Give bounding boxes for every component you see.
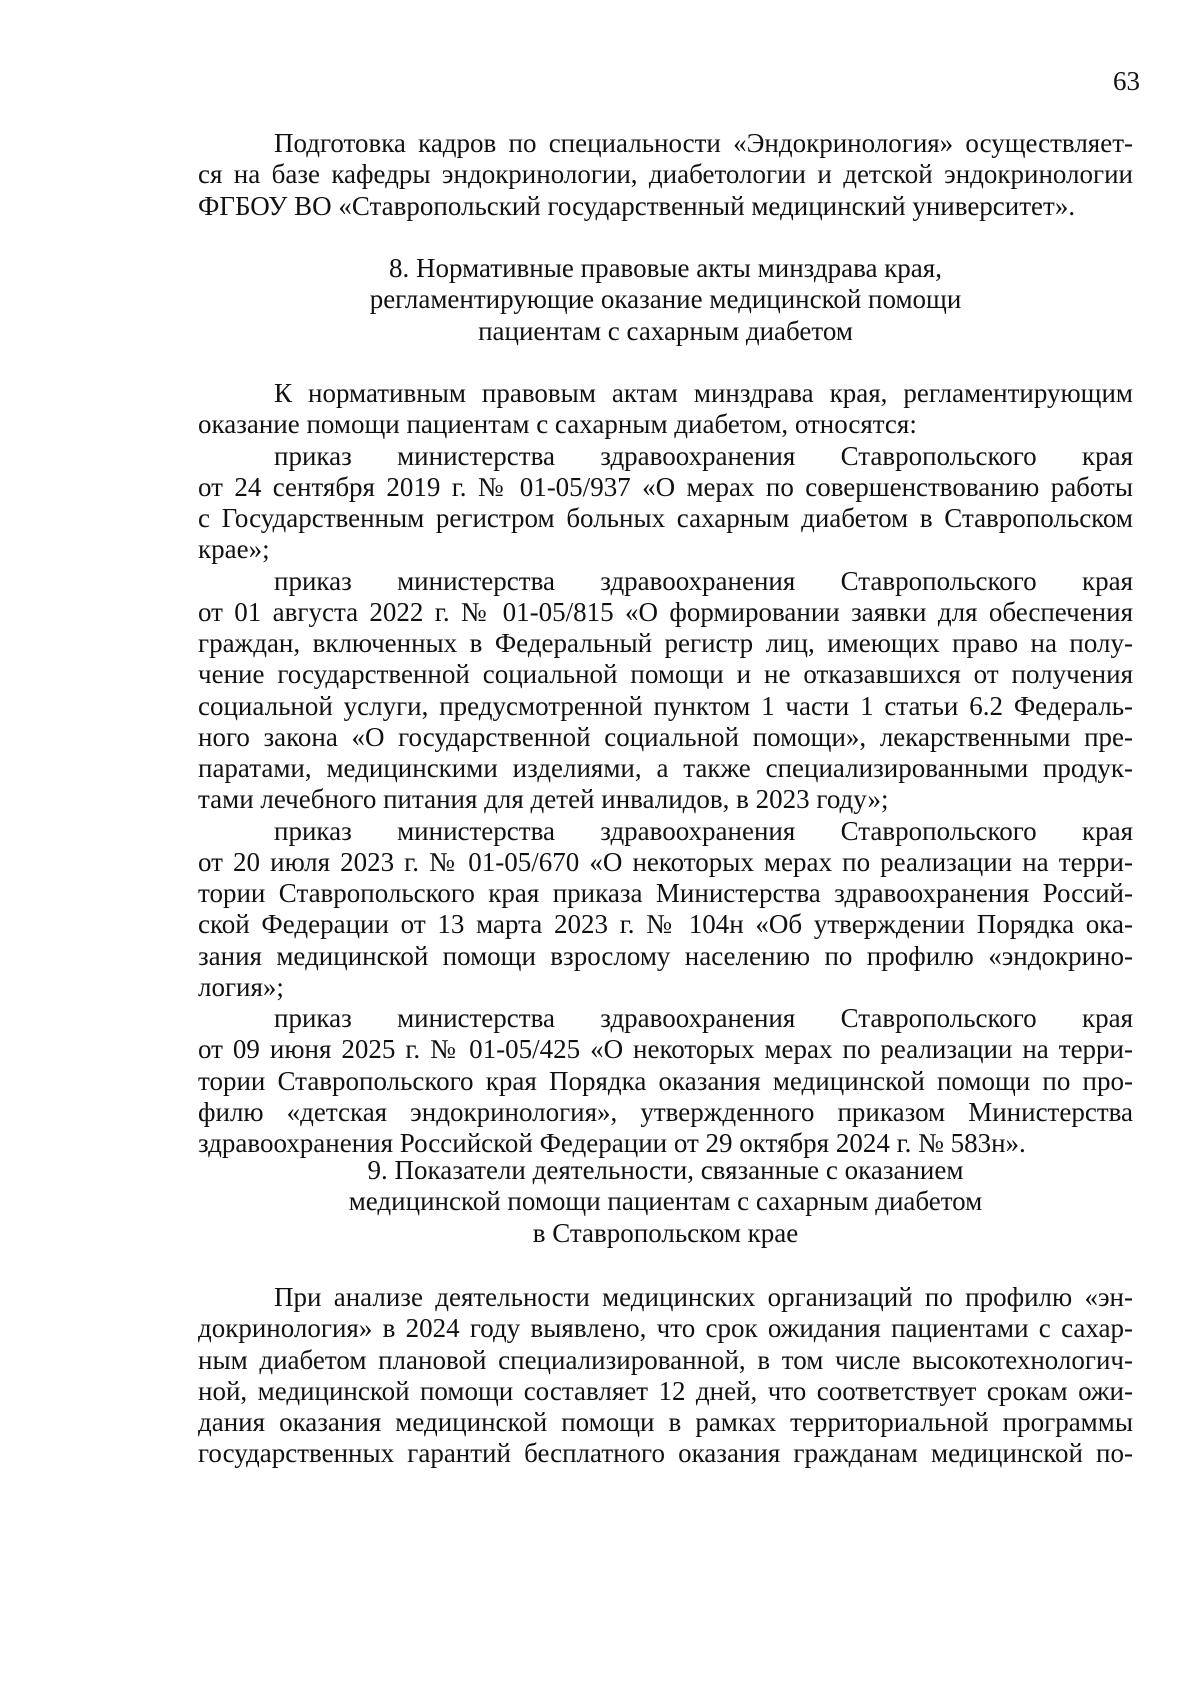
text-line: Подготовка кадров по специальности «Эндокринология» осуществляет- (274, 128, 1133, 158)
text-line: ной, медицинской помощи составляет 12 дней, что соответствует срокам ожи- (198, 1375, 1133, 1406)
text-line: логия»; (198, 971, 284, 1002)
text-line: приказ министерства здравоохранения Ставропольского края (274, 1003, 1133, 1033)
text-line: ской Федерации от 13 марта 2023 г. № 104н «Об утверждении Порядка ока- (198, 909, 1133, 940)
text-line: от 24 сентября 2019 г. № 01-05/937 «О мерах по совершенствованию работы (198, 471, 1133, 502)
text-line: К нормативным правовым актам минздрава края, регламентирующим (274, 378, 1133, 408)
text-line: чение государственной социальной помощи и не отказавшихся от получения (198, 659, 1133, 690)
text-line: приказ министерства здравоохранения Ставропольского края (274, 440, 1133, 471)
heading-line: в Ставропольском крае (532, 1217, 799, 1248)
heading-line: регламентирующие оказание медицинской помощи (369, 284, 962, 315)
text-line: ного закона «О государственной социальной помощи», лекарственными пре- (198, 721, 1133, 752)
heading-line: пациентам с сахарным диабетом (478, 315, 853, 346)
heading-line: 8. Нормативные правовые акты минздрава края, (389, 253, 942, 283)
text-line: приказ министерства здравоохранения Ставропольского края (274, 565, 1133, 596)
text-line: приказ министерства здравоохранения Ставропольского края (274, 815, 1133, 846)
section-9-body (198, 1282, 1133, 1470)
section-8-body (198, 378, 1133, 1159)
intro-paragraph (198, 128, 1133, 222)
text-line: граждан, включенных в Федеральный регистр лиц, имеющих право на полу- (198, 628, 1133, 658)
text-line: от 01 августа 2022 г. № 01-05/815 «О формировании заявки для обеспечения (198, 596, 1133, 627)
section-9-heading (198, 1155, 1133, 1249)
text-line: ся на базе кафедры эндокринологии, диабетологии и детской эндокринологии (198, 159, 1133, 190)
text-line: дания оказания медицинской помощи в рамках территориальной программы (198, 1407, 1133, 1437)
text-line: от 09 июня 2025 г. № 01-05/425 «О некоторых мерах по реализации на терри- (198, 1034, 1133, 1065)
heading-line: 9. Показатели деятельности, связанные с оказанием (367, 1155, 964, 1185)
text-line: государственных гарантий бесплатного оказания гражданам медицинской по- (198, 1438, 1133, 1469)
text-line: филю «детская эндокринология», утвержденного приказом Министерства (198, 1096, 1133, 1127)
text-line: ным диабетом плановой специализированной, в том числе высокотехнологич- (198, 1344, 1133, 1375)
text-line: тории Ставропольского края приказа Министерства здравоохранения Россий- (198, 878, 1133, 908)
text-line: тории Ставропольского края Порядка оказания медицинской помощи по про- (198, 1065, 1133, 1096)
text-line: ФГБОУ ВО «Ставропольский государственный медицинский университет». (198, 190, 1076, 221)
text-line: от 20 июля 2023 г. № 01-05/670 «О некоторых мерах по реализации на терри- (198, 846, 1133, 877)
text-line: оказание помощи пациентам с сахарным диабетом, относятся: (198, 409, 917, 440)
text-line: здравоохранения Российской Федерации от 29 октября 2024 г. № 583н». (198, 1128, 1026, 1158)
page-number: 63 (1113, 66, 1140, 96)
text-line: крае»; (198, 534, 270, 565)
text-line: паратами, медицинскими изделиями, а также специализированными продук- (198, 753, 1133, 783)
section-8-heading (198, 253, 1133, 347)
text-line: социальной услуги, предусмотренной пунктом 1 части 1 статьи 6.2 Федераль- (198, 690, 1133, 721)
heading-line: медицинской помощи пациентам с сахарным диабетом (348, 1186, 983, 1217)
text-line: докринология» в 2024 году выявлено, что срок ожидания пациентами с сахар- (198, 1313, 1133, 1344)
text-line: тами лечебного питания для детей инвалидов, в 2023 году»; (198, 784, 889, 815)
text-line: При анализе деятельности медицинских организаций по профилю «эн- (274, 1282, 1133, 1312)
text-line: зания медицинской помощи взрослому населению по профилю «эндокрино- (198, 940, 1133, 971)
text-line: с Государственным регистром больных сахарным диабетом в Ставропольском (198, 503, 1133, 533)
